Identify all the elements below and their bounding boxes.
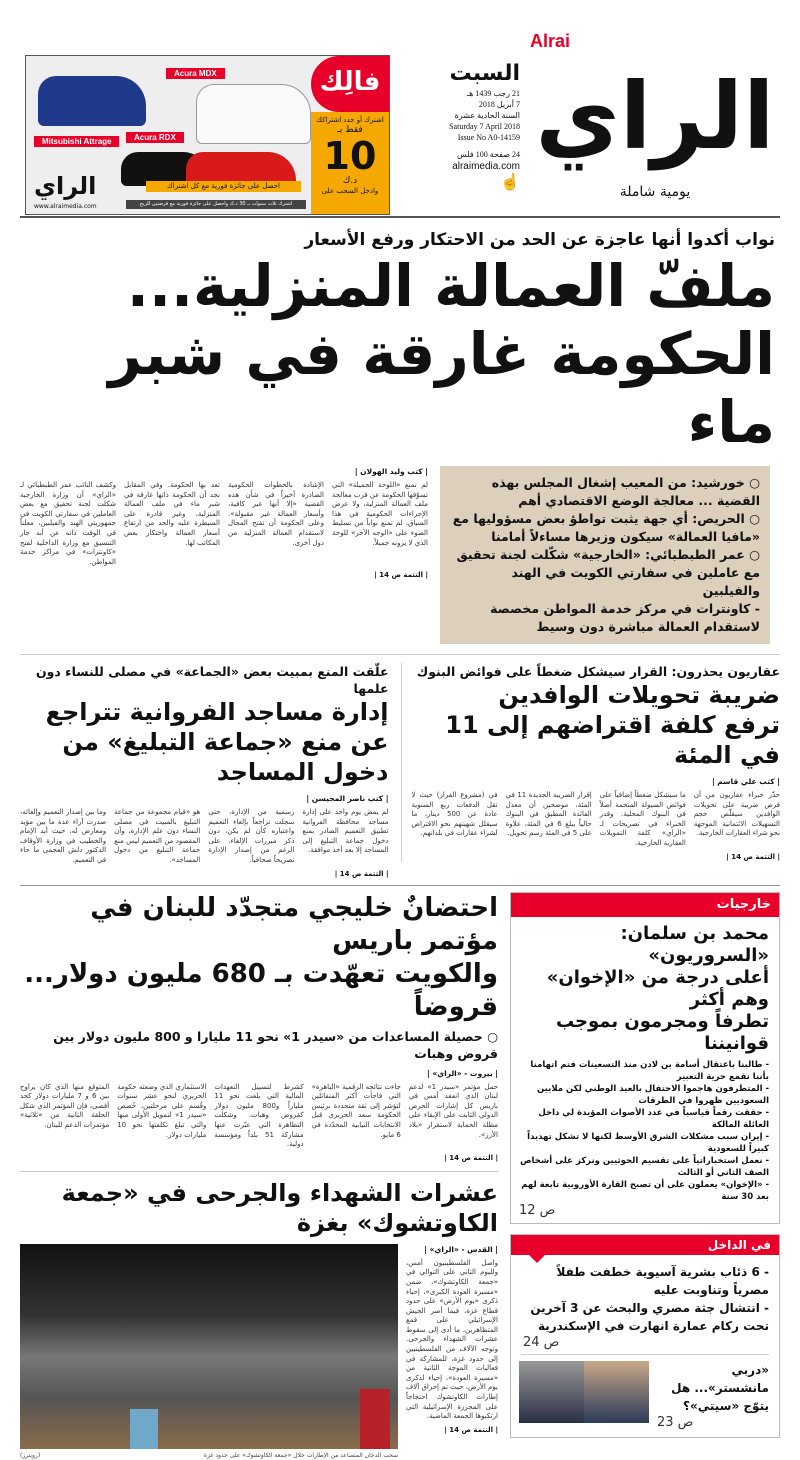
lead-body [20,466,428,580]
year: السنة الحادية عشرة [454,111,520,120]
ad-price: 10 [323,134,377,178]
story-kicker: عقاريون يحذرون: القرار سيشكل ضغطاً على فوائض البنوك [416,664,780,679]
foreign-bullet: - «الإخوان» يعملون على أن تصبح القارة الأوروبية تابعة لهم بعد 30 سنة [521,1179,769,1202]
body-column: حذّر خبراء عقاريون من أن فرض ضريبة على تحويلات الوافدين سيقلّص حجم التسهيلات الائتمانية الموجهة نحو شراء العقارات الخارجية. [693,791,780,838]
byline: | القدس - «الراي» | [424,1244,498,1254]
inside-item[interactable]: - انتشال جثة مصري والبحث عن 3 آخرين تحت ركام عمارة انهارت في الإسكندرية [530,1300,769,1333]
photo-figure [360,1389,390,1449]
left-main [20,892,498,1460]
mosques-story [20,663,389,879]
story-headline: والكويت تعهّدت بـ 680 مليون دولار... قروضاً [24,958,498,1022]
story-kicker: علّقت المنع بمبيت بعض «الجماعة» في مصلى للنساء دون علمها [35,664,389,696]
story-headline: ضريبة تحويلات الوافدين [498,681,780,709]
story-subhead: ○ حصيلة المساعدات من «سيدر 1» نحو 11 مليارا و 800 مليون دولار بين قروض وهبات [53,1028,498,1061]
foreign-box [510,892,780,1224]
body-column: الإشادة بالخطوات الحكومية الصادرة أخيراً في شأن هذه القضية «إلا أنها غير كافية، وأسعار العمالة غير مقبولة». وعلى الحكومة أن تفتح المجال لاستقدام العمالة المنزلية من دول أخرى. [228,481,324,547]
body-column: لم تمنع «اللوحة الجميلة» التي تسوّقها الحكومة عن قرب معالجة ملف العمالة المنزلية، ولا عرض الإجراءات الحكومية في هذا السياق، لم تمنع نواباً من تسليط الضوء على «الوجه الآخر» للوحة الذي لا يرونه جميلاً. [332,481,428,547]
ad-headline: فالِك [311,56,389,112]
story-headline: تطرفاً ومجرمون بموجب قوانيننا [555,1010,769,1054]
pointer-hand-icon: ☝ [500,174,520,191]
byline: | كتب علي قاسم | [711,777,780,786]
foreign-bullet: - المتطرفون هاجموا الاحتفال بالعيد الوطني لكن ملايين السعوديين ظهروا في الطرقات [537,1083,769,1106]
foreign-bullet: - نعمل استخباراتياً على تقسيم الحوثيين ونركز على أشخاص الصف الثاني أو الثالث [520,1155,769,1178]
body-column: الاستثماري الذي وضعته حكومة الحريري لنحو عشر سنوات وقُسم على مرحلتين، خُصص «سيدر 1» لتمويل الأولى منها والتي تبلغ تكلفتها نحو 10 مليارات دولار. [117,1082,207,1139]
continued-link[interactable]: | التتمة ص 14 | [444,1153,498,1162]
continued-link[interactable]: | التتمة ص 14 | [374,571,428,580]
ad-prize: احصل على جائزة فورية مع كل اشتراك [146,181,301,192]
photo-figure [130,1409,158,1449]
lead-kicker: نواب أكدوا أنها عاجزة عن الحد من الاحتكار ورفع الأسعار [304,230,775,250]
ad-currency: د.ك [342,176,358,186]
byline: | كتب ناصر المحيسن | [306,794,389,803]
logo-wordmark: الراي [535,63,775,170]
sport-headline[interactable]: «دربي مانشستر»... هل يتوّج «سيتي»؟ [671,1362,769,1413]
gaza-photo [20,1244,398,1449]
continued-link[interactable]: | التتمة ص 14 | [444,1425,498,1434]
brand-latin: Alrai [530,31,571,51]
issue-number: Issue No A0-14159 [457,133,520,142]
lead-bullet: ○ خورشيد: من المعيب إشغال المجلس بهذه القضية ... معالجة الوضع الاقتصادي أهم [491,475,760,508]
body-column: واصل الفلسطينيون أمس، ولليوم الثاني على التوالي في «جمعة الكاوتشوك»، ضمن «مسيرة العودة الكبرى»، إحياء ذكرى «يوم الأرض» على حدود قطاع غزة، فيما أصر الجيش الإسرائيلي على قمع المتظاهرين، ما أدى إلى سقوط عشرات الشهداء والجرحى. وتوجه الآلاف من الفلسطينيين إلى حدود غزة، للمشاركة في فعاليات الموجة الثانية من «مسيرة العودة»، إحياء لذكرى يوم الأرض، حيث تم إحراق آلاف إطارات الكاوتشوك احتجاجاً على المجزرة الإسرائيلية التي ارتكبوها الجمعة الماضية. [406,1258,498,1421]
byline: | كتب وليد الهولان | [354,467,428,476]
story-headline: ترفع كلفة اقتراضهم إلى 11 في المئة [445,711,780,769]
remittance-story [401,663,781,862]
lead-bullet: ○ الحريص: أي جهة يثبت تواطؤ بعض مسؤوليها مع «مافيا العمالة» سيكون وزيرها مساءلاً أمامنا [452,511,760,544]
lead-bullet: ○ عمر الطبطبائي: «الخارجية» شكّلت لجنة تحقيق مع عاملين في سفارتي الكويت في الهند والفيلبين [456,547,760,598]
date-en: Saturday 7 April 2018 [449,122,520,131]
story-headline: احتضانٌ خليجي متجدّد للبنان في مؤتمر باريس [90,892,498,956]
story-headline: محمد بن سلمان: «السروريون» [620,922,769,966]
body-column: تعد بها الحكومة. وفي المقابل نجد أن الحكومة ذاتها غارقة في شبر ماء في ملف العمالة المنزلية، وغير قادرة على السيطرة عليه والحد من ارتفاع أسعار العمالة واحتكار بعض المكاتب لها. [124,481,220,547]
story-headline: إدارة مساجد الفروانية تتراجع [45,698,389,726]
body-column: وكشف النائب عمر الطبطبائي لـ «الراي» أن وزارة الخارجية شكلت لجنة تحقيق مع بعض العاملين في سفارتي الكويت في جمهوريتي الهند والفيلبين، معلناً في الوقت ذاته عن أنه جار التنسيق مع وزارة الداخلية لفتح «كاونترات» في مراكز خدمة المواطن. [20,481,116,566]
story-headline: أعلى درجة من «الإخوان» وهم أكثر [546,966,769,1010]
hijri-date: 21 رجب 1439 هـ [466,89,520,98]
body-column: ما سيشكل ضغطاً إضافياً على فوائض السيولة المتخمة أصلاً في البنوك المحلية. وقدر الخبراء في تصريحات لـ «الراي» كلفة التمويلات العقارية الخارجية. [599,791,686,847]
lower-band [20,885,780,1460]
gregorian-date: 7 أبريل 2018 [478,100,520,109]
ad-car-label: Acura RDX [126,132,184,143]
weekday: السبت [449,61,520,86]
section-header-inside[interactable]: في الداخل [511,1235,779,1255]
pointer-triangle-icon [529,1255,545,1263]
divider [521,1354,769,1355]
sport-photo [519,1361,649,1423]
right-rail [510,892,780,1438]
page-ref[interactable]: ص 23 [657,1414,694,1430]
photo-credit: (رويترز) [20,1451,41,1459]
foreign-bullet: - طالبنا باعتقال أسامة بن لادن منذ التسعينات فتم اتهامنا بأننا نقمع حرية التعبير [530,1059,769,1082]
photo-caption: سحب الدخان المتصاعد من الإطارات خلال «جمعة الكاوتشوك» على حدود غزة [203,1451,398,1459]
continued-link[interactable]: | التتمة ص 14 | [726,852,780,861]
ad-car-label: Mitsubishi Attrage [34,136,119,147]
inside-item[interactable]: - 6 ذئاب بشرية آسيوية خطفت طفلاً مصرياً وتناوبت عليه [556,1264,769,1297]
lead-headline-line: ملفّ العمالة المنزلية... [126,252,775,320]
date-block [400,60,520,193]
masthead-logo [530,30,780,202]
photo-coach-2 [584,1361,649,1423]
foreign-bullet: - إيران سبب مشكلات الشرق الأوسط لكنها لا تشكل تهديداً كبيراً للسعودية [527,1131,769,1154]
gaza-headline: عشرات الشهداء والجرحى في «جمعة الكاوتشوك» بغزة [61,1178,498,1237]
body-column: كشرط لتسييل التعهدات المالية التي بلغت نحو 11 ملياراً و800 مليون دولار كقروض وهبات. وشكلت التظاهرة التي عبّرت عنها مشاركة 51 بلداً ومؤسسة دولية. [214,1082,304,1149]
website-link[interactable]: alraimedia.com [452,161,520,172]
gaza-story [20,1171,498,1460]
car-white-image [196,84,311,144]
inside-box [510,1234,780,1438]
car-blue-image [38,76,146,126]
body-column: رسمية من الإدارة، حتى سجلت تراجعاً بإلغاء التعميم واعتباره كأن لم يكن، دون ذكر مبررات الإلغاء، على الرغم من إصدار الإدارة تصريحاً صحافياً. [208,808,295,864]
ad-url: www.alraimedia.com [34,203,97,210]
continued-link[interactable]: | التتمة ص 14 | [334,869,389,878]
ad-price-panel [311,112,389,215]
body-column: في (مشروع القرار) حيث لا تقل الدفعات ربع السنوية عادة عن 500 دينار، ما سيقلل شهيتهم نحو الاقتراض لشراء عقارات في بلدانهم. [411,791,498,838]
photo-coach-1 [519,1361,584,1423]
body-column: المتوقع منها الذي كان يراوح بين 6 و 7 مليارات دولار كحد أقصى، فإن المؤتمر الذي شكل الحلقة الثانية من «ثلاثية» مؤتمرات الدعم للبنان. [19,1082,110,1129]
lead-highlights-box [440,466,770,644]
ad-only: فقط بـ [337,125,363,135]
ad-draw: وادخل السحب على [321,187,379,195]
body-column: حمل مؤتمر «سيدر 1» لدعم لبنان الذي انعقد أمس في باريس كل إشارات الحرص الدولي الثابت على الإبقاء على مظلة الحماية لاستقرار «بلاد الأرز». [408,1082,498,1139]
ad-subscribe: اشترك أو جدد اشتراكك [316,116,384,124]
subscription-ad[interactable] [25,55,390,215]
lead-headline-line: الحكومة غارقة في شبر ماء [108,320,775,456]
story-headline: عن منع «جماعة التبليغ» من دخول المساجد [62,728,389,786]
body-column: جاءت نتائجه الرقمية «الباهرة» التي فاجأت أكثر المتفائلين لتؤشر إلى ثقة متجددة برئيس الحكومة سعد الحريري قبل الانتخابات النيابية المحدّدة في 6 مايو. [311,1082,401,1139]
body-column: هو «قيام مجموعة من جماعة التبليغ بالمبيت في مصلى النساء دون علم الإدارة، وأن المقصود من التعميم ليس منع جماعة التبليغ من دخول المساجد». [114,808,201,864]
body-column: وما بين إصدار التعميم وإلغائه، صدرت آراء عدة ما بين مؤيد ومعارض له، حيث أيد الإمام والخطيب في وزارة الأوقاف الدكتور دلش العجمي ما جاء في التعميم. [20,808,107,864]
lead-bullet: - كاونترات في مركز خدمة المواطن مخصصة لاستقدام العمالة مباشرة دون وسيط [490,601,760,634]
ad-logo: الراي [34,172,97,200]
ad-car-label: Acura MDX [166,68,225,79]
tagline: يومية شاملة [619,184,691,200]
body-column: إقرار الضريبة الجديدة 11 في المئة، موضحين أن معدل الفائدة المطبق في البنوك حالياً يبلغ 6 في المئة، علاوة على 5 في المئة رسم تحويل. [505,791,592,838]
page-ref[interactable]: ص 24 [523,1334,560,1350]
section-header-foreign[interactable]: خارجيات [511,893,779,917]
masthead [20,0,780,218]
page-ref[interactable]: ص 12 [519,1202,556,1218]
ad-fine-print: اشترك ثلاث سنوات بـ 30 د.ك واحصل على جائزة فورية مع فرصتين للربح [126,200,306,209]
lebanon-story [20,892,498,1163]
lead-headline [20,252,780,456]
byline: | بيروت - «الراي» | [427,1068,498,1078]
second-band [20,654,780,879]
body-column: لم يمض يوم واحد على إدارة مساجد محافظة الفروانية تطبيق التعميم الصادر بمنع دخول جماعة التبليغ إلى المساجد إلا بعد أخذ موافقة. [302,808,389,855]
lead-story [20,218,780,644]
foreign-bullet: - حققت رقماً قياسياً في عدد الأصوات المؤيدة لي داخل العائلة المالكة [538,1107,769,1130]
gaza-body [406,1244,498,1435]
pages-price: 24 صفحة 100 فلس [457,150,520,159]
